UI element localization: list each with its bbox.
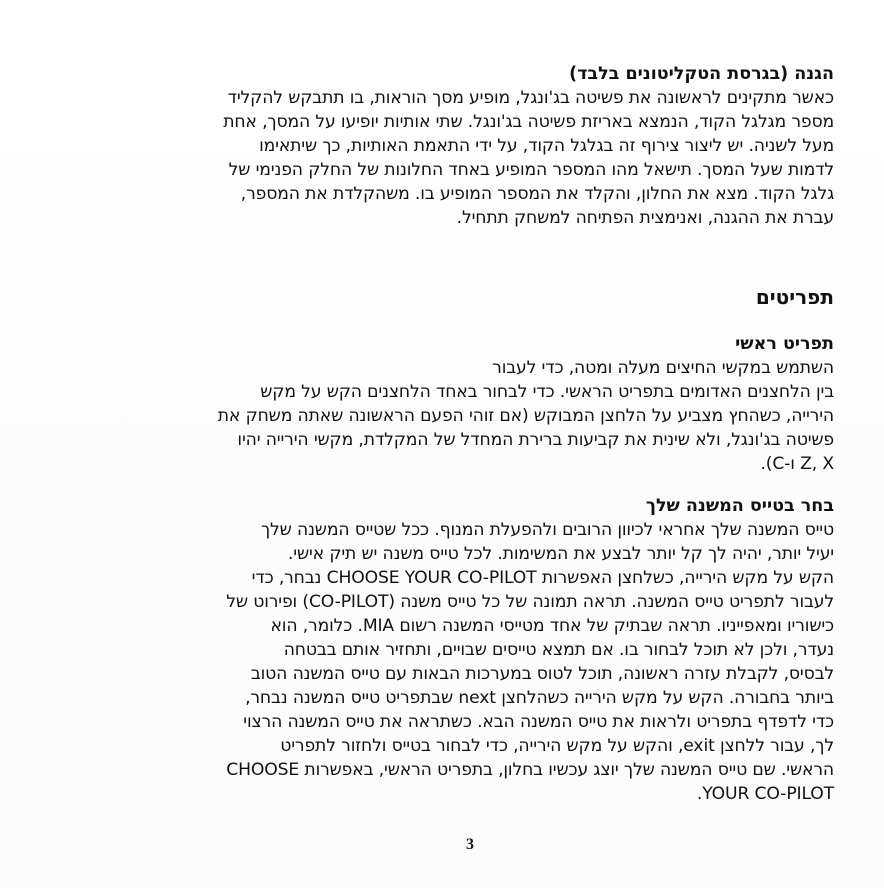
protection-heading: הגנה (בגרסת הטקליטונים בלבד) xyxy=(569,64,834,84)
menus-title: תפריטים xyxy=(755,285,834,309)
copilot-line-2: יעיל יותר, יהיה לך קל יותר לבצע את המשימות. לכל טייס משנה יש תיק אישי. xyxy=(287,544,834,564)
copilot-line-5: כישוריו ומאפייניו. תראה שבתיק של אחד מטייסי המשנה רשום MIA. כלומר, הוא xyxy=(270,616,834,636)
protection-line-5: גלגל הקוד. מצא את החלון, והקלד את המספר המופיע בו. משהקלדת את המספר, xyxy=(240,184,834,204)
copilot-line-11: הראשי. שם טייס המשנה שלך יוצג עכשיו בחלון, בתפריט הראשי, באפשרות CHOOSE xyxy=(226,760,834,780)
copilot-line-1: טייס המשנה שלך אחראי לכיוון הרובים ולהפעלת המנוף. ככל שטייס המשנה שלך xyxy=(260,520,834,540)
protection-line-2: מספר מגלגל הקוד, הנמצא באריזת פשיטה בג'ונגל. שתי אותיות יופיעו על המסך, אחת xyxy=(223,112,834,132)
section-spacer xyxy=(98,310,834,332)
main-menu-line-1: השתמש במקשי החיצים מעלה ומטה, כדי לעבור xyxy=(492,358,834,378)
copilot-line-6: נעדר, ולכן לא תוכל לבחור בו. אם תמצא טייסים שבויים, ותחזיר אותם בבטחה xyxy=(283,640,834,660)
protection-line-3: מעל לשניה. יש ליצור צירוף זה בגלגל הקוד, על ידי התאמת האותיות, כך שיתאימו xyxy=(259,136,834,156)
copilot-line-9: כדי לדפדף בתפריט ולראות את טייס המשנה הבא. כשתראה את טייס המשנה הרצוי xyxy=(243,712,834,732)
copilot-line-12: YOUR CO-PILOT. xyxy=(696,784,834,804)
copilot-line-7: לבסיס, לקבלת עזרה ראשונה, תוכל לטוס במערכות הבאות עם טייס המשנה הטוב xyxy=(250,664,834,684)
protection-line-4: לדמות שעל המסך. תישאל מהו המספר המופיע באחד החלונות של החלק הפנימי של xyxy=(228,160,834,180)
copilot-line-4: לעבור לתפריט טייס המשנה. תראה תמונה של כל טייס משנה (CO-PILOT) ופירוט של xyxy=(226,592,834,612)
main-menu-line-5: Z, X ו-C). xyxy=(760,454,834,474)
copilot-line-10: לך, עבור ללחצן exit, והקש על מקש הירייה, כדי לבחור בטייס ולחזור לתפריט xyxy=(280,736,834,756)
copilot-line-8: ביותר בחבורה. הקש על מקש הירייה כשהלחצן next שבתפריט טייס המשנה נבחר, xyxy=(245,688,834,708)
section-spacer xyxy=(98,230,834,284)
main-menu-line-4: פשיטה בג'ונגל, ולא שינית את קביעות ברירת המחדל של המקלדת, מקשי הירייה יהיו xyxy=(237,430,834,450)
protection-line-6: עברת את ההגנה, ואנימצית הפתיחה למשחק תתחיל. xyxy=(456,208,834,228)
copilot-heading: בחר בטייס המשנה שלך xyxy=(645,496,834,516)
section-spacer xyxy=(98,476,834,494)
main-menu-line-3: הירייה, כשהחץ מצביע על הלחצן המבוקש (אם זוהי הפעם הראשונה שאתה משחק את xyxy=(217,406,834,426)
main-menu-heading: תפריט ראשי xyxy=(735,334,834,354)
main-menu-line-2: בין הלחצנים האדומים בתפריט הראשי. כדי לבחור באחד הלחצנים הקש על מקש xyxy=(260,382,834,402)
page-number: 3 xyxy=(466,836,474,853)
page-content xyxy=(98,62,834,806)
protection-line-1: כאשר מתקינים לראשונה את פשיטה בג'ונגל, מופיע מסך הוראות, בו תתבקש להקליד xyxy=(227,88,834,108)
copilot-line-3: הקש על מקש הירייה, כשלחצן האפשרות CHOOSE YOUR CO-PILOT נבחר, כדי xyxy=(251,568,834,588)
